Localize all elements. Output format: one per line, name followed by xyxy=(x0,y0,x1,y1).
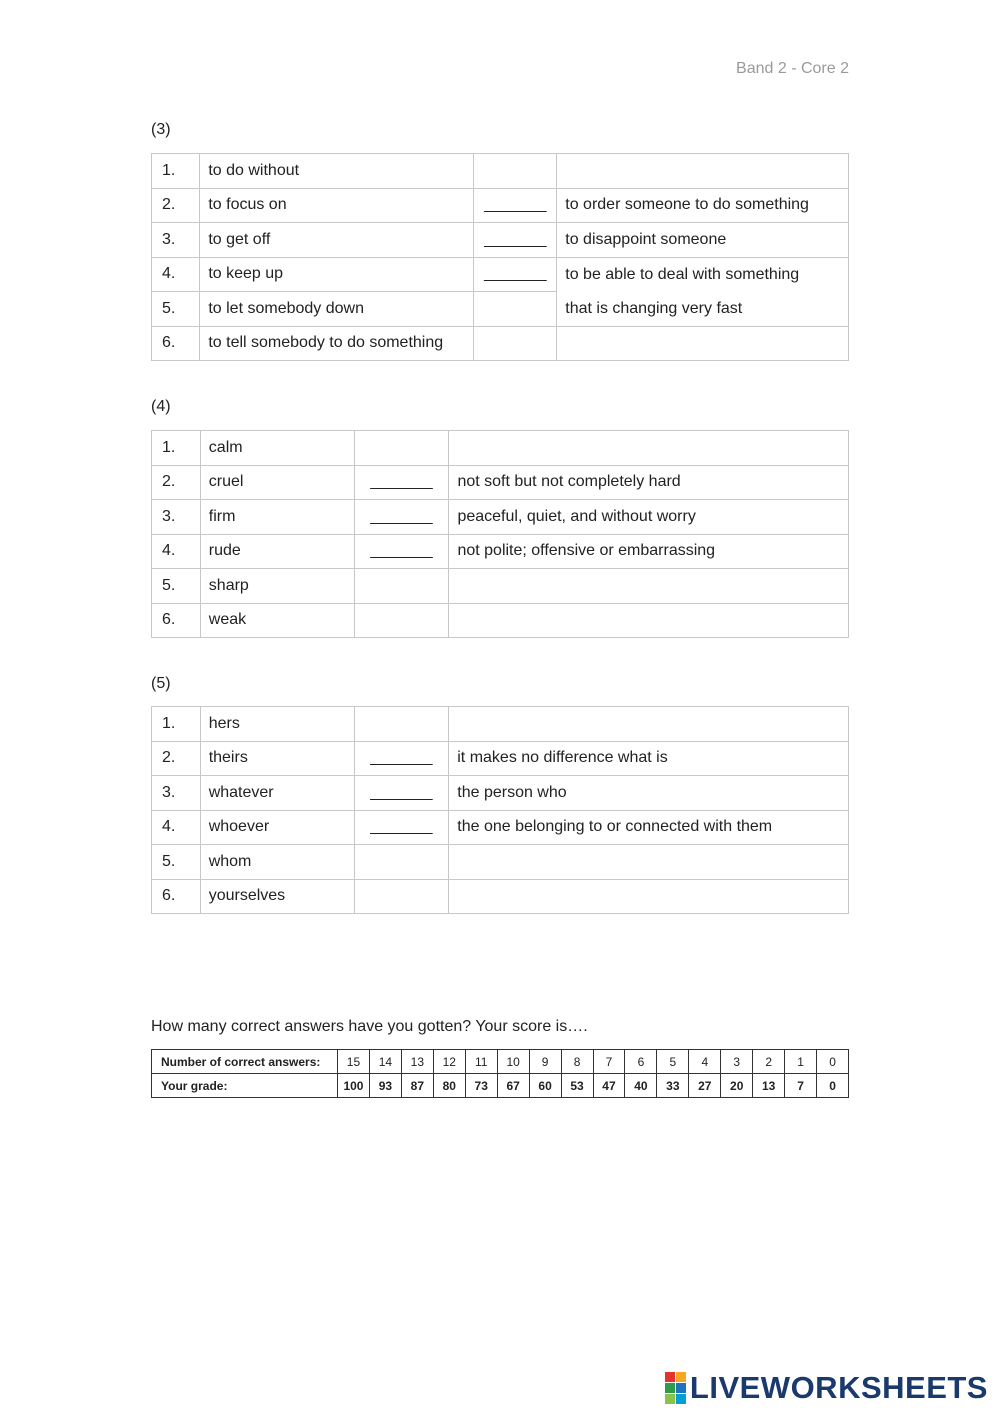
answer-blank[interactable] xyxy=(354,603,449,638)
item-number: 1. xyxy=(152,154,200,189)
grade-cell: 73 xyxy=(465,1074,497,1098)
table-row xyxy=(152,326,849,361)
answer-blank[interactable] xyxy=(474,326,557,361)
definition: to disappoint someone xyxy=(557,223,849,258)
grade-cell: 13 xyxy=(753,1074,785,1098)
correct-answers-label: Number of correct answers: xyxy=(152,1050,338,1074)
answer-blank[interactable]: _______ xyxy=(354,741,449,776)
item-number: 4. xyxy=(152,257,200,292)
correct-count-cell: 5 xyxy=(657,1050,689,1074)
item-number: 3. xyxy=(152,500,201,535)
correct-count-cell: 14 xyxy=(369,1050,401,1074)
definition xyxy=(449,879,849,914)
grade-cell: 87 xyxy=(401,1074,433,1098)
item-word: whatever xyxy=(200,776,354,811)
table-row xyxy=(152,707,849,742)
definition: not polite; offensive or embarrassing xyxy=(449,534,849,569)
item-word: to get off xyxy=(200,223,474,258)
answer-blank[interactable] xyxy=(354,879,449,914)
answer-blank[interactable]: _______ xyxy=(354,500,449,535)
grade-cell: 20 xyxy=(721,1074,753,1098)
item-word: calm xyxy=(200,431,354,466)
answer-blank[interactable]: _______ xyxy=(474,257,557,292)
grade-cell: 47 xyxy=(593,1074,625,1098)
definition xyxy=(449,603,849,638)
table-row xyxy=(152,603,849,638)
item-number: 4. xyxy=(152,534,201,569)
definition: not soft but not completely hard xyxy=(449,465,849,500)
item-number: 3. xyxy=(152,223,200,258)
item-word: theirs xyxy=(200,741,354,776)
grade-cell: 100 xyxy=(338,1074,370,1098)
definition: it makes no difference what is xyxy=(449,741,849,776)
grades-label: Your grade: xyxy=(152,1074,338,1098)
logo-tile xyxy=(676,1372,686,1382)
correct-count-cell: 1 xyxy=(785,1050,817,1074)
item-word: sharp xyxy=(200,569,354,604)
definition: the person who xyxy=(449,776,849,811)
answer-blank[interactable]: _______ xyxy=(354,534,449,569)
item-word: to tell somebody to do something xyxy=(200,326,474,361)
item-word: to keep up xyxy=(200,257,474,292)
definition xyxy=(449,569,849,604)
correct-count-cell: 9 xyxy=(529,1050,561,1074)
grade-cell: 93 xyxy=(369,1074,401,1098)
table-row xyxy=(152,154,849,189)
definition xyxy=(557,154,849,189)
answer-blank[interactable]: _______ xyxy=(354,465,449,500)
logo-icon xyxy=(665,1372,686,1404)
definition xyxy=(449,431,849,466)
logo-tile xyxy=(676,1383,686,1393)
grade-cell: 27 xyxy=(689,1074,721,1098)
item-number: 1. xyxy=(152,707,201,742)
section-label-4: (4) xyxy=(151,398,171,415)
definition xyxy=(557,257,849,326)
logo-text: LIVEWORKSHEETS xyxy=(689,1370,988,1405)
answer-blank[interactable] xyxy=(354,431,449,466)
matching-table-4 xyxy=(151,430,849,638)
item-word: whoever xyxy=(200,810,354,845)
definition xyxy=(449,845,849,880)
table-row xyxy=(152,534,849,569)
item-word: to focus on xyxy=(200,188,474,223)
logo-tile xyxy=(665,1372,675,1382)
table-row xyxy=(152,188,849,223)
item-number: 6. xyxy=(152,326,200,361)
section-label-3: (3) xyxy=(151,121,171,138)
item-number: 6. xyxy=(152,879,201,914)
grades-row xyxy=(152,1074,849,1098)
grade-cell: 60 xyxy=(529,1074,561,1098)
grade-cell: 67 xyxy=(497,1074,529,1098)
item-word: yourselves xyxy=(200,879,354,914)
table-row xyxy=(152,810,849,845)
definition-line-2: that is changing very fast xyxy=(565,299,743,317)
item-number: 2. xyxy=(152,188,200,223)
table-row xyxy=(152,845,849,880)
correct-count-cell: 0 xyxy=(817,1050,849,1074)
answer-blank[interactable] xyxy=(474,292,557,327)
table-row xyxy=(152,465,849,500)
definition-line-1: to be able to deal with something xyxy=(565,265,800,283)
grade-cell: 7 xyxy=(785,1074,817,1098)
matching-table-3 xyxy=(151,153,849,361)
definition xyxy=(557,326,849,361)
table-row xyxy=(152,431,849,466)
item-word: weak xyxy=(200,603,354,638)
correct-count-cell: 8 xyxy=(561,1050,593,1074)
correct-count-cell: 12 xyxy=(433,1050,465,1074)
section-label-5: (5) xyxy=(151,675,171,692)
item-word: whom xyxy=(200,845,354,880)
item-word: cruel xyxy=(200,465,354,500)
liveworksheets-logo xyxy=(665,1370,988,1406)
answer-blank[interactable]: _______ xyxy=(474,223,557,258)
item-number: 6. xyxy=(152,603,201,638)
answer-blank[interactable] xyxy=(354,845,449,880)
definition: peaceful, quiet, and without worry xyxy=(449,500,849,535)
logo-tile xyxy=(665,1394,675,1404)
grade-cell: 40 xyxy=(625,1074,657,1098)
table-row xyxy=(152,741,849,776)
table-row xyxy=(152,569,849,604)
item-number: 5. xyxy=(152,292,200,327)
correct-count-cell: 6 xyxy=(625,1050,657,1074)
item-number: 5. xyxy=(152,845,201,880)
answer-blank[interactable] xyxy=(354,569,449,604)
item-word: hers xyxy=(200,707,354,742)
item-word: firm xyxy=(200,500,354,535)
grade-cell: 80 xyxy=(433,1074,465,1098)
answer-blank[interactable]: _______ xyxy=(474,188,557,223)
item-number: 4. xyxy=(152,810,201,845)
grade-cell: 53 xyxy=(561,1074,593,1098)
grade-table xyxy=(151,1049,849,1098)
correct-count-cell: 10 xyxy=(497,1050,529,1074)
definition: the one belonging to or connected with them xyxy=(449,810,849,845)
answer-blank[interactable]: _______ xyxy=(354,810,449,845)
table-row xyxy=(152,500,849,535)
score-question: How many correct answers have you gotten? Your score is…. xyxy=(151,1018,588,1035)
logo-tile xyxy=(676,1394,686,1404)
item-number: 1. xyxy=(152,431,201,466)
correct-count-cell: 7 xyxy=(593,1050,625,1074)
page-header: Band 2 - Core 2 xyxy=(736,60,849,77)
item-number: 3. xyxy=(152,776,201,811)
answer-blank[interactable]: _______ xyxy=(354,776,449,811)
grade-cell: 0 xyxy=(817,1074,849,1098)
correct-answers-row xyxy=(152,1050,849,1074)
table-row xyxy=(152,776,849,811)
correct-count-cell: 15 xyxy=(338,1050,370,1074)
definition xyxy=(449,707,849,742)
table-row xyxy=(152,879,849,914)
item-number: 5. xyxy=(152,569,201,604)
correct-count-cell: 3 xyxy=(721,1050,753,1074)
table-row xyxy=(152,223,849,258)
correct-count-cell: 11 xyxy=(465,1050,497,1074)
answer-blank[interactable] xyxy=(474,154,557,189)
item-number: 2. xyxy=(152,741,201,776)
correct-count-cell: 4 xyxy=(689,1050,721,1074)
answer-blank[interactable] xyxy=(354,707,449,742)
item-word: rude xyxy=(200,534,354,569)
item-word: to let somebody down xyxy=(200,292,474,327)
grade-cell: 33 xyxy=(657,1074,689,1098)
item-number: 2. xyxy=(152,465,201,500)
definition: to order someone to do something xyxy=(557,188,849,223)
item-word: to do without xyxy=(200,154,474,189)
correct-count-cell: 13 xyxy=(401,1050,433,1074)
correct-count-cell: 2 xyxy=(753,1050,785,1074)
matching-table-5 xyxy=(151,706,849,914)
table-row xyxy=(152,257,849,292)
logo-tile xyxy=(665,1383,675,1393)
